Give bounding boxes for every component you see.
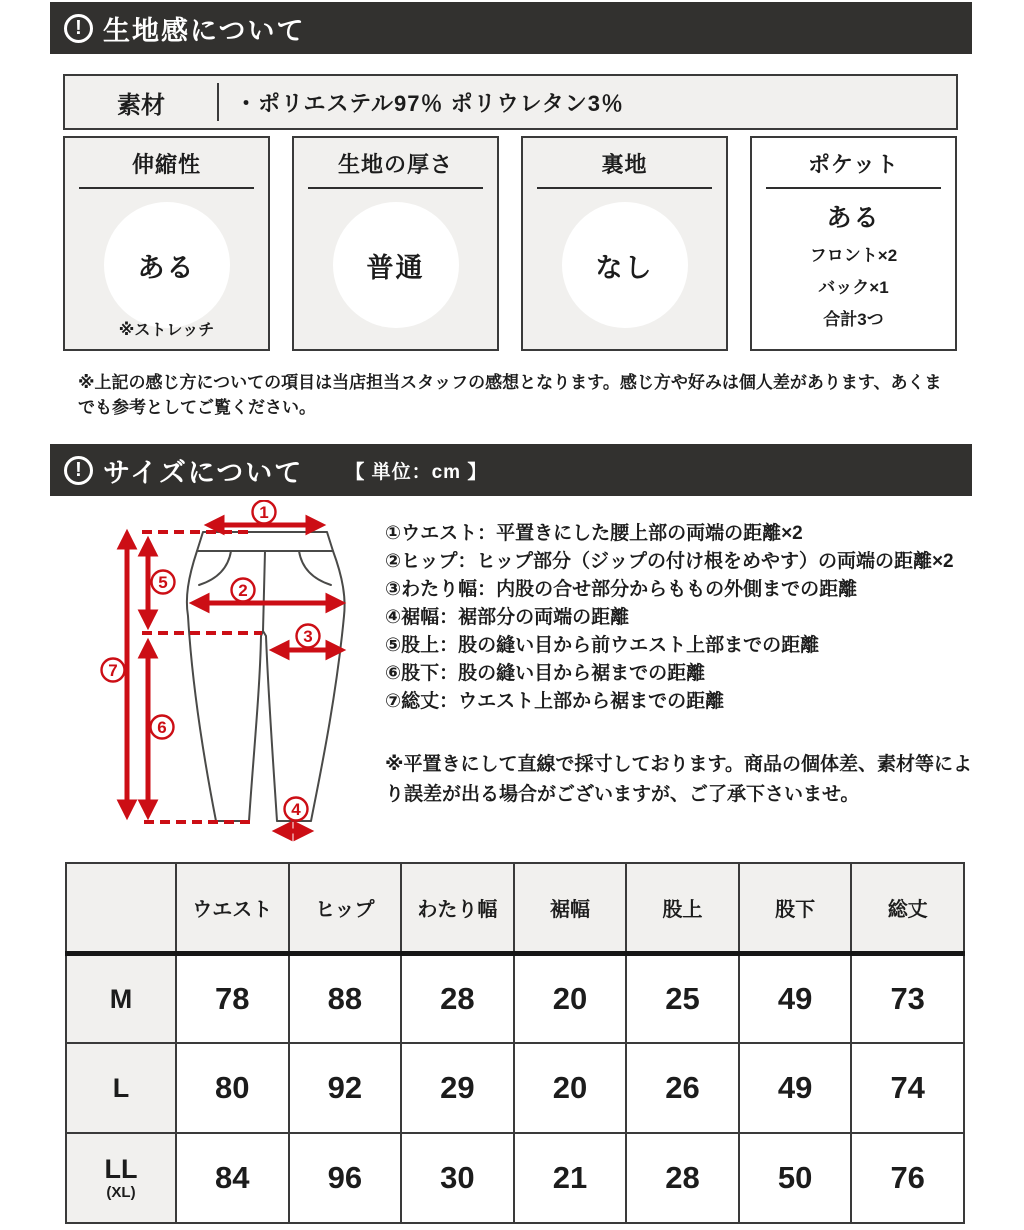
size-label [66,1133,176,1223]
table-cell: 49 [739,953,852,1043]
table-cell: 28 [401,953,514,1043]
pants-outline [187,532,345,821]
size-section-title: サイズについて [103,457,304,488]
table-cell: 78 [176,953,289,1043]
size-table [65,862,965,1224]
table-cell: 21 [514,1133,627,1223]
table-cell: 29 [401,1043,514,1133]
measure-point: ①ウエスト：平置きにした腰上部の両端の距離×2 [385,523,803,545]
fabric-section-banner [50,2,972,54]
svg-text:5: 5 [158,573,168,593]
size-section-banner [50,444,972,496]
fabric-section-title: 生地感について [103,15,306,46]
table-cell: 92 [289,1043,402,1133]
table-cell: 76 [851,1133,964,1223]
svg-text:4: 4 [291,800,301,820]
measure-point: ③わたり幅：内股の合せ部分からももの外側までの距離 [385,579,858,601]
feature-value: 普通 [333,202,459,328]
product-info-page [0,2,1024,1224]
measure-point: ②ヒップ：ヒップ部分（ジップの付け根をめやす）の両端の距離×2 [385,551,954,573]
pants-measurement-diagram [100,500,385,848]
size-label-main: LL [104,1154,138,1185]
info-icon: ! [64,456,93,485]
info-icon: ! [64,14,93,43]
size-label: L [66,1043,176,1133]
table-cell: 50 [739,1133,852,1223]
material-label: 素材 [117,91,165,119]
pocket-detail-line: フロント×2 [809,246,898,265]
table-cell: 26 [626,1043,739,1133]
measure-point: ④裾幅：裾部分の両端の距離 [385,607,630,629]
measure-note: ※平置きにして直線で採寸しております。商品の個体差、素材等により誤差が出る場合がございますが、ご了承下さいませ。 [385,754,972,805]
svg-text:3: 3 [303,627,313,647]
feature-card-lining [521,136,728,351]
table-cell: 30 [401,1133,514,1223]
size-table-header: ヒップ [289,863,402,953]
size-table-header: 股下 [739,863,852,953]
feature-value: ある [826,204,881,232]
table-cell: 88 [289,953,402,1043]
measure-point: ⑥股下：股の縫い目から裾までの距離 [385,663,706,685]
feature-title: 裏地 [537,148,712,189]
table-cell: 20 [514,1043,627,1133]
fabric-disclaimer: ※上記の感じ方についての項目は当店担当スタッフの感想となります。感じ方や好みは個人差があります、あくまでも参考としてご覧ください。 [78,373,942,417]
table-cell: 96 [289,1133,402,1223]
table-cell: 80 [176,1043,289,1133]
material-row [63,74,958,130]
size-table-header: 総丈 [851,863,964,953]
table-row-size-ll [66,1133,964,1223]
feature-card-thickness [292,136,499,351]
size-label: M [66,953,176,1043]
table-cell: 49 [739,1043,852,1133]
size-table-header: 股上 [626,863,739,953]
table-cell: 84 [176,1133,289,1223]
measure-point: ⑤股上：股の縫い目から前ウエスト上部までの距離 [385,635,820,657]
size-table-header: わたり幅 [401,863,514,953]
size-diagram-section [100,500,984,848]
feature-card-pocket [750,136,957,351]
svg-text:2: 2 [238,581,248,601]
size-table-header: ウエスト [176,863,289,953]
table-cell: 20 [514,953,627,1043]
feature-note: ※ストレッチ [118,322,215,339]
feature-cards [63,136,957,351]
svg-text:6: 6 [157,718,167,738]
table-cell: 74 [851,1043,964,1133]
size-table-header [66,863,176,953]
table-row-size-m [66,953,964,1043]
feature-value: ある [104,202,230,328]
feature-card-stretch [63,136,270,351]
svg-text:7: 7 [108,661,118,681]
pocket-detail-line: バック×1 [818,278,889,297]
size-unit-label: 【 単位：cm 】 [345,461,488,483]
measure-descriptions [385,500,985,848]
feature-title: ポケット [766,148,941,189]
svg-text:1: 1 [259,503,269,523]
table-cell: 25 [626,953,739,1043]
size-table-header-row [66,863,964,953]
table-row-size-l [66,1043,964,1133]
table-cell: 28 [626,1133,739,1223]
size-table-header: 裾幅 [514,863,627,953]
feature-title: 伸縮性 [79,148,254,189]
feature-value: なし [562,202,688,328]
material-value: ・ポリエステル97％ ポリウレタン3％ [235,90,624,116]
feature-title: 生地の厚さ [308,148,483,189]
size-label-sub: (XL) [106,1184,136,1202]
pocket-detail-line: 合計3つ [823,310,884,329]
measure-point: ⑦総丈：ウエスト上部から裾までの距離 [385,691,725,713]
table-cell: 73 [851,953,964,1043]
